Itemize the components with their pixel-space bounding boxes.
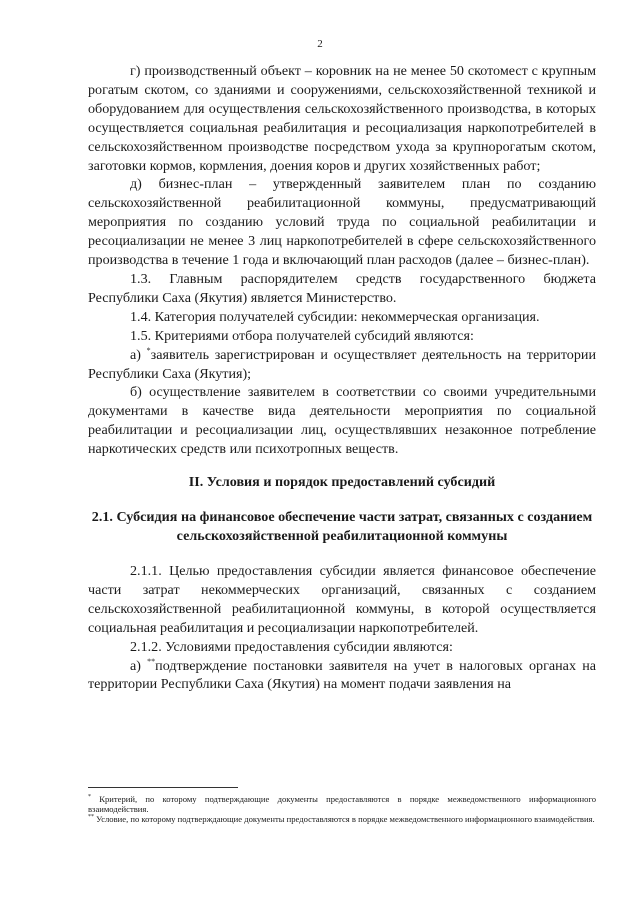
clause-1-3-paragraph: 1.3. Главным распорядителем средств государственного бюджета Республики Саха (Якутия) является Министерство. [88,270,596,306]
footnote-mark: ** [88,814,94,821]
footnote-text: Условие, по которому подтверждающие документы предоставляются в порядке межведомственного информационного взаимодействия. [96,814,595,825]
item-g-paragraph: г) производственный объект – коровник на не менее 50 скотомест с крупным рогатым скотом, со зданиями и сооружениями, сельскохозяйственной техникой и оборудованием для осуществления сельскохозяйственного производства, в которых осуществляется социальная реабилитация и ресоциализация наркопотребителей в сельскохозяйственном производстве посредством ухода за крупнорогатым скотом, заготовки кормов, кормления, доения коров и других хозяйственных работ; [88,63,596,174]
page-number: 2 [317,38,323,50]
footnotes [88,794,596,825]
clause-1-4-paragraph: 1.4. Категория получателей субсидии: некоммерческая организация. [130,308,540,325]
clause-1-5-a-paragraph [88,346,596,384]
subclause-2-1-2-a-paragraph [88,657,596,695]
document-body [88,62,596,694]
section-heading: II. Условия и порядок предоставлений субсидий [188,474,496,491]
footnote-separator [88,787,238,788]
clause-1-5-a-text: заявитель зарегистрирован и осуществляет деятельность на территории Республики Саха (Якутия); [88,346,596,382]
footnote-item [88,794,596,814]
subclause-2-1-2-a-prefix: а) [130,657,148,674]
footnote-marker-2: ** [147,656,156,666]
footnote-mark: * [88,794,91,800]
footnote-item [88,814,596,824]
clause-1-5-b-paragraph: б) осуществление заявителем в соответствии со своими учредительными документами в качестве вида деятельности мероприятия по социальной реабилитации и ресоциализации лиц, осуществлявших незаконное потребление наркотических средств или психотропных веществ. [88,384,596,458]
subclause-2-1-1-paragraph: 2.1.1. Целью предоставления субсидии является финансовое обеспечение части затрат некоммерческих организаций, связанных с созданием сельскохозяйственной реабилитационной коммуны, в которой осуществляется социальная реабилитация и ресоциализации наркопотребителей. [88,563,596,636]
footnote-text: Критерий, по которому подтверждающие документы предоставляются в порядке межведомственного информационного взаимодействия. [88,794,597,815]
footnote-marker-1: * [146,345,151,355]
item-d-paragraph: д) бизнес-план – утвержденный заявителем план по созданию сельскохозяйственной реабилитационной коммуны, предусматривающий мероприятия по созданию условий труда по социальной реабилитации и ресоциализации не менее 3 лиц наркопотребителей в сфере сельскохозяйственного производства в течение 1 года и включающий план расходов (далее – бизнес-план). [88,176,596,269]
subclause-2-1-2-paragraph: 2.1.2. Условиями предоставления субсидии являются: [130,638,453,655]
subsection-heading: 2.1. Субсидия на финансовое обеспечение части затрат, связанных с созданием сельскохозяйственной реабилитационной коммуны [91,509,593,545]
clause-1-5-a-prefix: а) [130,346,147,363]
clause-1-5-paragraph: 1.5. Критериями отбора получателей субсидий являются: [130,327,474,344]
subclause-2-1-2-a-text: подтверждение постановки заявителя на учет в налоговых органах на территории Республики Саха (Якутия) на момент подачи заявления на [88,657,596,693]
